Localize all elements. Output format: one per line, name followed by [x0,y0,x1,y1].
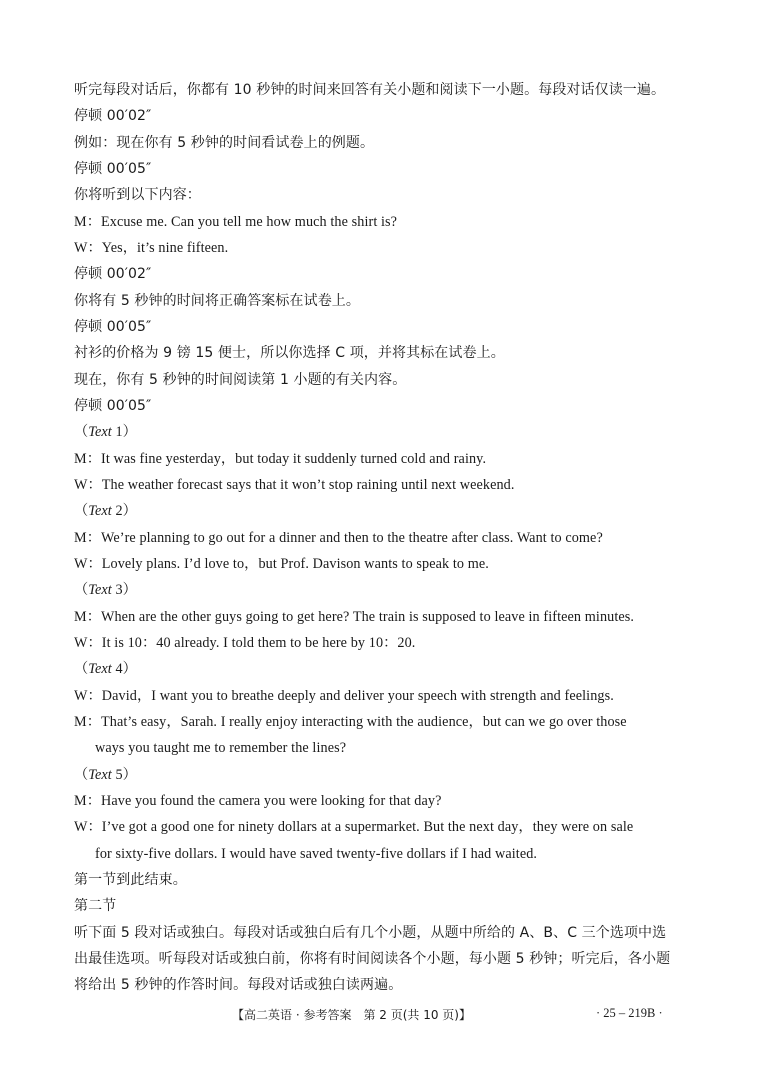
text-label-word: Text [88,503,112,519]
text-label-word: Text [88,582,112,598]
text-label [74,765,137,785]
instruction-line: 你将有 5 秒钟的时间将正确答案标在试卷上。 [74,293,361,309]
example-line: 例如：现在你有 5 秒钟的时间看试卷上的例题。 [74,135,375,151]
dialogue-continuation-line: for sixty-five dollars. I would have saved twenty-five dollars if I had waited. [95,846,538,862]
text-label-open: （ [74,767,89,783]
text-label-word: Text [88,767,112,783]
instruction-line: 将给出 5 秒钟的作答时间。每段对话或独白读两遍。 [74,977,403,993]
text-label-open: （ [74,424,89,440]
text-label [74,580,137,600]
text-label-number: 2） [111,503,137,519]
dialogue-line: W：Lovely plans. I’d love to，but Prof. Davison wants to speak to me. [74,556,489,572]
dialogue-continuation-line: ways you taught me to remember the lines? [95,740,347,756]
pause-line: 停顿 00′02″ [74,108,152,124]
pause-line: 停顿 00′05″ [74,319,152,335]
text-label [74,422,137,442]
pause-line: 停顿 00′02″ [74,266,152,282]
dialogue-line: M：When are the other guys going to get here? The train is supposed to leave in fifteen minutes. [74,609,635,625]
section-heading: 第二节 [74,898,117,914]
dialogue-line: W：The weather forecast says that it won’t stop raining until next weekend. [74,477,515,493]
dialogue-line: M：That’s easy，Sarah. I really enjoy interacting with the audience，but can we go over those [74,714,627,730]
section-end-line: 第一节到此结束。 [74,872,187,888]
explanation-line: 衬衫的价格为 9 镑 15 便士，所以你选择 C 项，并将其标在试卷上。 [74,345,505,361]
page-footer [0,1006,764,1026]
instruction-line: 现在，你有 5 秒钟的时间阅读第 1 小题的有关内容。 [74,372,407,388]
dialogue-line: W：David，I want you to breathe deeply and deliver your speech with strength and feelings. [74,688,614,704]
text-label-number: 1） [111,424,137,440]
text-label-open: （ [74,582,89,598]
instruction-line: 你将听到以下内容： [74,187,201,203]
dialogue-line: M：It was fine yesterday，but today it suddenly turned cold and rainy. [74,451,487,467]
pause-line: 停顿 00′05″ [74,161,152,177]
text-label-word: Text [88,661,112,677]
text-label-number: 5） [111,767,137,783]
text-label-word: Text [88,424,112,440]
text-label-open: （ [74,661,89,677]
pause-line: 停顿 00′05″ [74,398,152,414]
dialogue-line: M：We’re planning to go out for a dinner and then to the theatre after class. Want to come? [74,530,603,546]
dialogue-line: M：Have you found the camera you were looking for that day? [74,793,442,809]
instruction-line: 出最佳选项。听每段对话或独白前，你将有时间阅读各个小题，每小题 5 秒钟；听完后，各小题 [74,951,671,967]
instruction-line: 听下面 5 段对话或独白。每段对话或独白后有几个小题，从题中所给的 A、B、C 三个选项中选 [74,925,667,941]
dialogue-line: M：Excuse me. Can you tell me how much the shirt is? [74,214,398,230]
text-label [74,659,137,679]
dialogue-line: W：I’ve got a good one for ninety dollars at a supermarket. But the next day，they were on sale [74,819,634,835]
text-label-open: （ [74,503,89,519]
footer-code: · 25 – 219B · [596,1006,663,1020]
text-label-number: 3） [111,582,137,598]
text-label-number: 4） [111,661,137,677]
dialogue-line: W：Yes，it’s nine fifteen. [74,240,229,256]
text-label [74,501,137,521]
dialogue-line: W：It is 10：40 already. I told them to be here by 10：20. [74,635,416,651]
instruction-line: 听完每段对话后，你都有 10 秒钟的时间来回答有关小题和阅读下一小题。每段对话仅读一遍。 [74,82,666,98]
footer-title: 【高二英语 · 参考答案 第 2 页(共 10 页)】 [232,1008,471,1022]
